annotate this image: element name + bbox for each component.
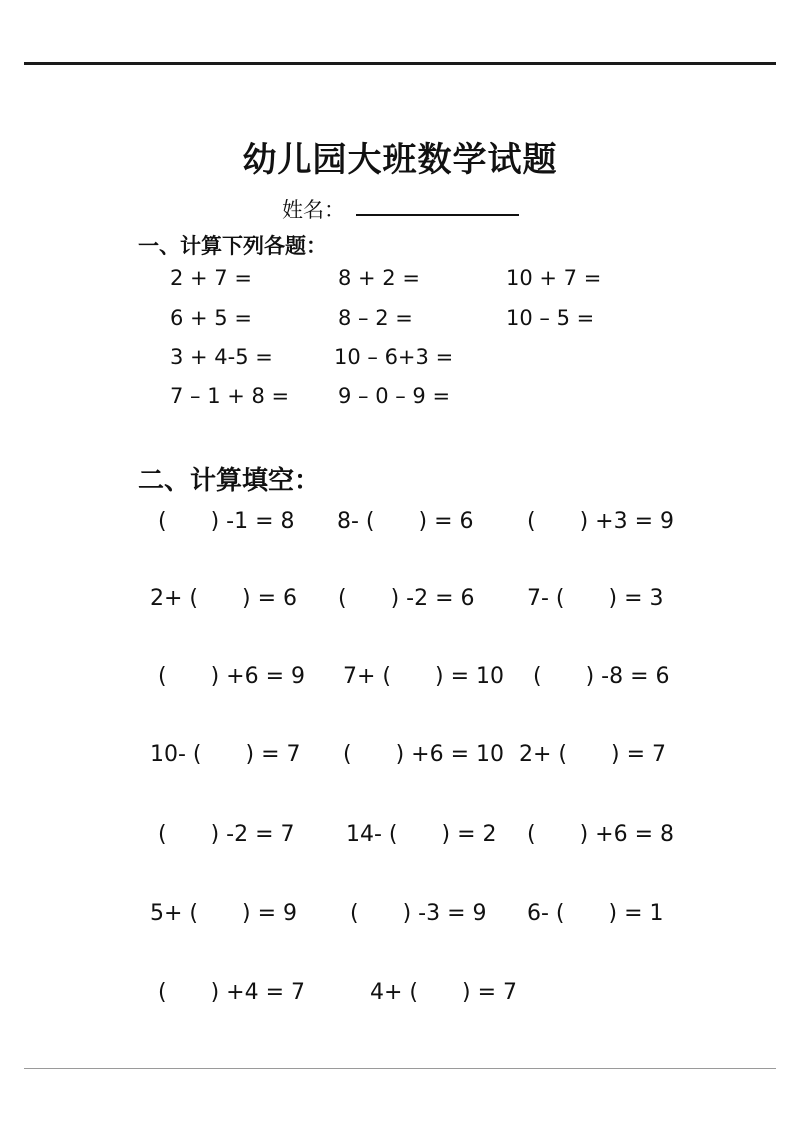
page-title: 幼儿园大班数学试题 [242, 140, 558, 180]
s2-problem: ( ) +3 = 9 [527, 509, 675, 534]
s2-problem: 2+ ( ) = 7 [519, 742, 667, 767]
s2-problem: ( ) +6 = 9 [158, 664, 306, 689]
s2-problem: ( ) -8 = 6 [533, 664, 670, 689]
s1-problem: 7 – 1 + 8 = [170, 384, 290, 408]
name-blank-line [356, 214, 519, 216]
s1-problem: 2 + 7 = [170, 266, 252, 290]
s2-problem: 4+ ( ) = 7 [370, 980, 518, 1005]
name-label: 姓名： [282, 198, 345, 222]
s1-problem: 10 + 7 = [506, 266, 602, 290]
s1-problem: 6 + 5 = [170, 306, 252, 330]
s2-problem: 8- ( ) = 6 [337, 509, 474, 534]
s2-problem: ( ) +6 = 10 [343, 742, 505, 767]
s2-problem: 5+ ( ) = 9 [150, 901, 298, 926]
s1-problem: 8 – 2 = [338, 306, 413, 330]
s2-problem: 2+ ( ) = 6 [150, 586, 298, 611]
s1-problem: 8 + 2 = [338, 266, 420, 290]
s1-problem: 10 – 5 = [506, 306, 595, 330]
bottom-rule [24, 1068, 776, 1069]
s2-problem: ( ) -1 = 8 [158, 509, 295, 534]
s2-problem: ( ) +6 = 8 [527, 822, 675, 847]
s2-problem: 6- ( ) = 1 [527, 901, 664, 926]
s2-problem: ( ) -2 = 7 [158, 822, 295, 847]
s1-problem: 10 – 6+3 = [334, 345, 454, 369]
section2-heading: 二、计算填空： [138, 466, 321, 496]
s2-problem: 14- ( ) = 2 [346, 822, 497, 847]
s2-problem: ( ) +4 = 7 [158, 980, 306, 1005]
s2-problem: ( ) -2 = 6 [338, 586, 475, 611]
s2-problem: 7+ ( ) = 10 [343, 664, 505, 689]
section1-heading: 一、计算下列各题： [138, 233, 327, 258]
s2-problem: 7- ( ) = 3 [527, 586, 664, 611]
s2-problem: ( ) -3 = 9 [350, 901, 487, 926]
s1-problem: 9 – 0 – 9 = [338, 384, 451, 408]
s1-problem: 3 + 4-5 = [170, 345, 273, 369]
s2-problem: 10- ( ) = 7 [150, 742, 301, 767]
top-rule [24, 62, 776, 65]
